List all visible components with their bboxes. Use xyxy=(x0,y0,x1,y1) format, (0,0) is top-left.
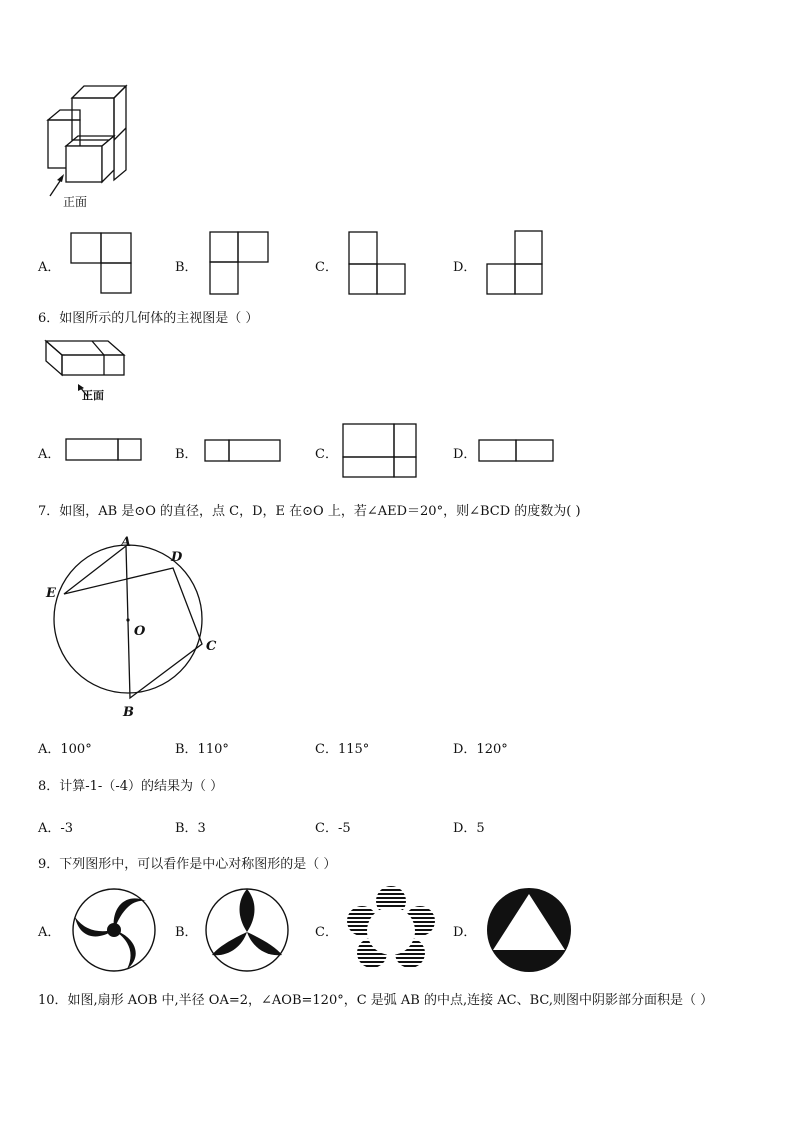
q10-question-text: 10．如图,扇形 AOB 中,半径 OA=2，∠AOB=120°，C 是弧 AB 的中点,连接 AC、BC,则图中阴影部分面积是（ ） xyxy=(38,993,714,1008)
q7-option-c[interactable]: C．115° xyxy=(315,742,370,757)
q6-option-c-figure[interactable] xyxy=(343,424,419,480)
q9-option-b-figure[interactable] xyxy=(204,887,290,973)
q8-option-d[interactable]: D．5 xyxy=(453,821,485,836)
q9-option-b-label[interactable]: B． xyxy=(175,925,198,940)
q8-option-b[interactable]: B．3 xyxy=(175,821,206,836)
q7-point-c: C xyxy=(206,639,217,654)
q6-option-a-figure[interactable] xyxy=(66,439,144,463)
q8-option-a[interactable]: A．-3 xyxy=(38,821,74,836)
q6-option-b-figure[interactable] xyxy=(205,440,283,464)
q9-option-d-label[interactable]: D． xyxy=(453,925,477,940)
q5-option-b-label[interactable]: B． xyxy=(175,260,198,275)
q6-option-a-label[interactable]: A． xyxy=(38,447,61,462)
q7-question-text: 7．如图，AB 是⊙O 的直径，点 C，D，E 在⊙O 上，若∠AED＝20°，则∠BCD 的度数为( ) xyxy=(38,504,581,519)
q9-option-c-figure[interactable] xyxy=(345,885,437,971)
q5-option-b-figure[interactable] xyxy=(210,232,272,296)
q9-option-d-figure[interactable] xyxy=(485,886,573,974)
q7-option-a[interactable]: A．100° xyxy=(38,742,92,757)
q6-question-text: 6．如图所示的几何体的主视图是（ ） xyxy=(38,311,259,326)
q9-option-a-label[interactable]: A． xyxy=(38,925,61,940)
q7-point-d: D xyxy=(171,550,183,565)
q5-option-d-label[interactable]: D． xyxy=(453,260,477,275)
q6-option-d-label[interactable]: D． xyxy=(453,447,477,462)
q5-solid-figure xyxy=(40,80,140,215)
q6-option-b-label[interactable]: B． xyxy=(175,447,198,462)
q8-option-c[interactable]: C．-5 xyxy=(315,821,351,836)
q5-option-a-label[interactable]: A． xyxy=(38,260,61,275)
q6-front-label: 正面 xyxy=(82,389,104,402)
q5-option-c-label[interactable]: C． xyxy=(315,260,338,275)
q5-option-d-figure[interactable] xyxy=(487,231,545,297)
q7-point-b: B xyxy=(123,705,134,720)
q7-point-e: E xyxy=(46,586,56,601)
q8-question-text: 8．计算-1-（-4）的结果为（ ） xyxy=(38,779,224,794)
q5-option-c-figure[interactable] xyxy=(349,232,409,296)
q5-front-label: 正面 xyxy=(63,195,88,209)
q5-option-a-figure[interactable] xyxy=(71,233,133,295)
q9-option-c-label[interactable]: C． xyxy=(315,925,338,940)
q9-option-a-figure[interactable] xyxy=(71,887,157,973)
q9-question-text: 9．下列图形中，可以看作是中心对称图形的是（ ） xyxy=(38,857,337,872)
q7-point-a: A xyxy=(121,535,132,550)
q7-option-b[interactable]: B．110° xyxy=(175,742,229,757)
q6-option-d-figure[interactable] xyxy=(479,440,557,464)
q6-option-c-label[interactable]: C． xyxy=(315,447,338,462)
q7-point-o: O xyxy=(134,624,146,639)
q7-option-d[interactable]: D．120° xyxy=(453,742,508,757)
